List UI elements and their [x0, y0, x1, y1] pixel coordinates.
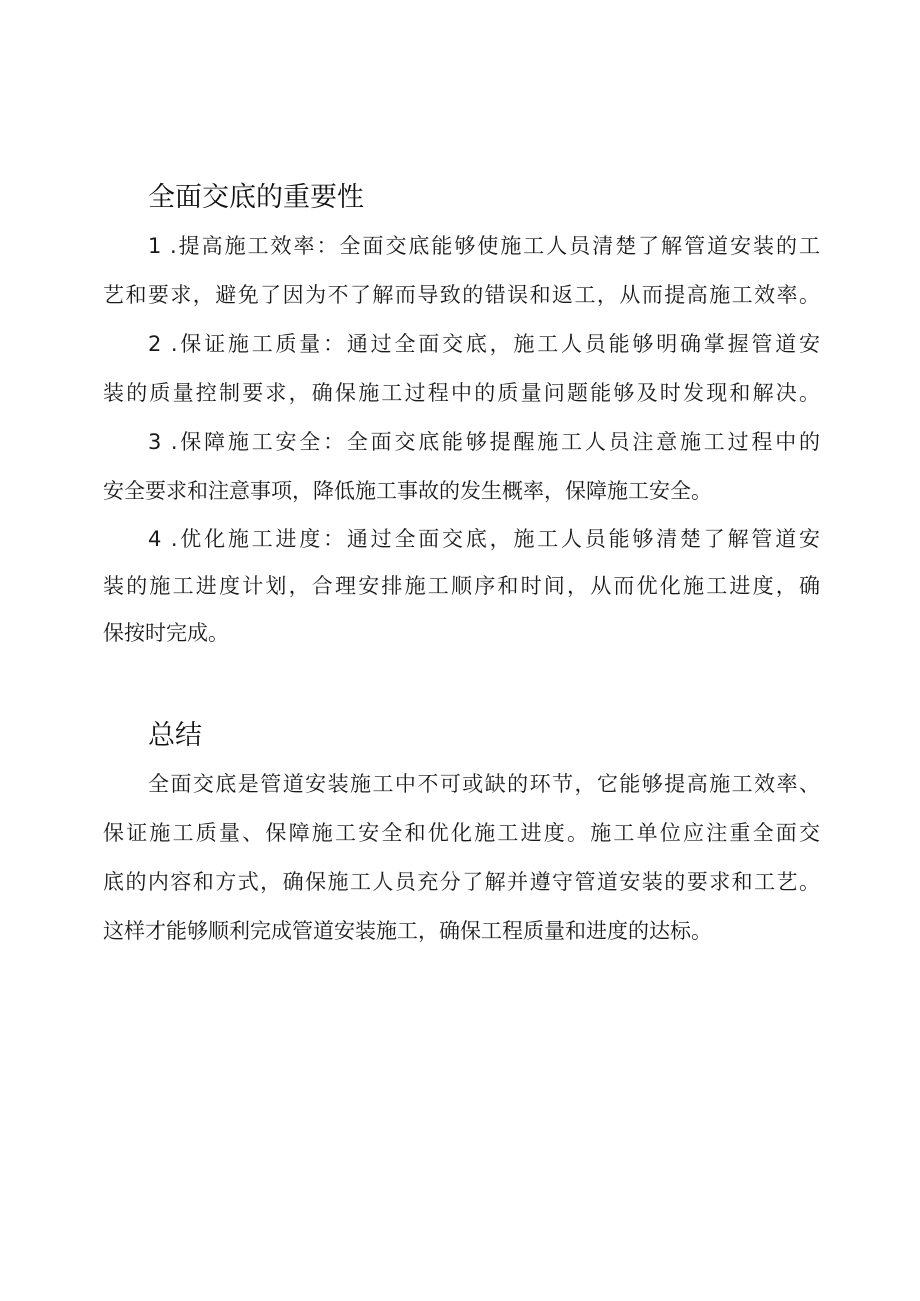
paragraph-line: 2 .保证施工质量：通过全面交底，施工人员能够明确掌握管道安 — [148, 332, 820, 356]
paragraph-line: 全面交底是管道安装施工中不可或缺的环节，它能够提高施工效率、 — [148, 772, 820, 796]
paragraph-line: 4 .优化施工进度：通过全面交底，施工人员能够清楚了解管道安 — [148, 527, 820, 551]
paragraph-line: 底的内容和方式，确保施工人员充分了解并遵守管道安装的要求和工艺。 — [103, 870, 820, 894]
paragraph-line: 保证施工质量、保障施工安全和优化施工进度。施工单位应注重全面交 — [103, 821, 820, 845]
section-heading: 全面交底的重要性 — [148, 182, 364, 213]
paragraph-line: 艺和要求，避免了因为不了解而导致的错误和返工，从而提高施工效率。 — [103, 283, 820, 307]
paragraph-line: 装的施工进度计划，合理安排施工顺序和时间，从而优化施工进度，确 — [103, 574, 820, 598]
paragraph-line: 装的质量控制要求，确保施工过程中的质量问题能够及时发现和解决。 — [103, 381, 820, 405]
paragraph-line: 保按时完成。 — [103, 621, 229, 645]
paragraph-line: 安全要求和注意事项，降低施工事故的发生概率，保障施工安全。 — [103, 479, 712, 503]
section-importance — [103, 173, 820, 657]
paragraph-safety — [103, 418, 820, 516]
section-heading: 总结 — [148, 720, 202, 751]
paragraph-line: 这样才能够顺利完成管道安装施工，确保工程质量和进度的达标。 — [103, 919, 712, 943]
paragraph-line: 3 .保障施工安全：全面交底能够提醒施工人员注意施工过程中的 — [148, 430, 820, 454]
paragraph-line: 1 .提高施工效率：全面交底能够使施工人员清楚了解管道安装的工 — [148, 234, 820, 258]
section-summary — [103, 711, 820, 956]
paragraph-schedule — [103, 516, 820, 657]
summary-paragraph — [103, 760, 820, 956]
paragraph-efficiency — [103, 222, 820, 320]
paragraph-quality — [103, 320, 820, 418]
